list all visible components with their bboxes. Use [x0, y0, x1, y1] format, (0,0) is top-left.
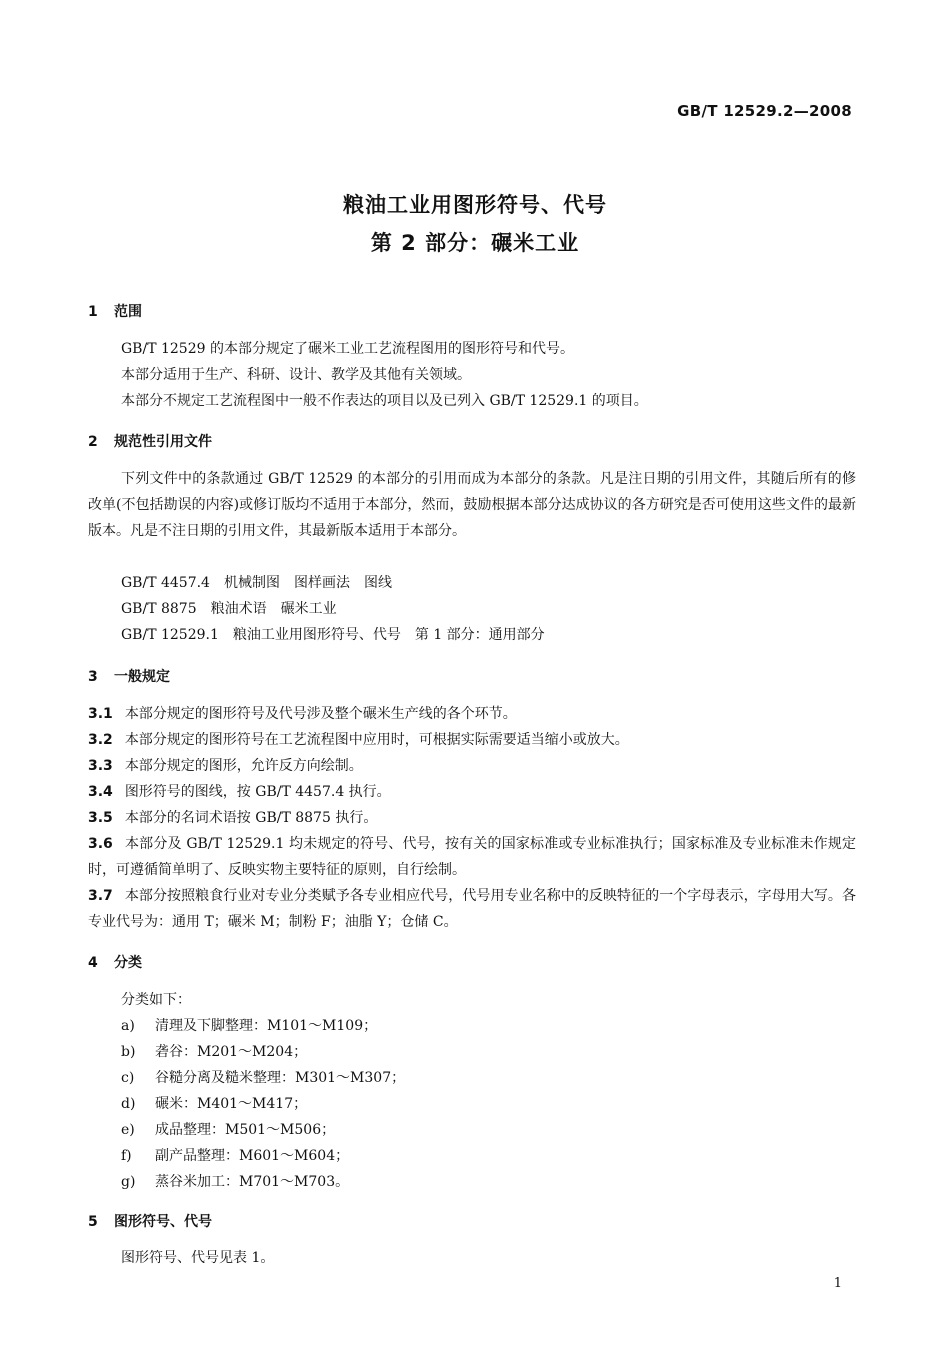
- list-marker: e): [121, 1122, 135, 1138]
- section-title: 图形符号、代号: [114, 1214, 212, 1230]
- clause-number: 3.2: [88, 732, 113, 748]
- page-number: 1: [833, 1276, 842, 1291]
- clause-text: 本部分及 GB/T 12529.1 均未规定的符号、代号，按有关的国家标准或专业标准执行；国家标准及专业标准未作规定时，可遵循简单明了、反映实物主要特征的原则，自行绘制。: [88, 836, 856, 878]
- list-marker: c): [121, 1070, 135, 1086]
- clause-text: 图形符号的图线，按 GB/T 4457.4 执行。: [124, 784, 391, 800]
- section-number: 4: [88, 955, 98, 971]
- list-item-text: 清理及下脚整理：M101～M109；: [155, 1018, 378, 1034]
- section-heading-graphical-symbols: [88, 1211, 212, 1231]
- document-subtitle: 第 2 部分：碾米工业: [370, 231, 580, 255]
- section-title: 范围: [114, 304, 142, 320]
- clause: [88, 727, 856, 753]
- clause-text: 本部分规定的图形，允许反方向绘制。: [124, 758, 363, 774]
- section-number: 5: [88, 1214, 98, 1230]
- clause-number: 3.4: [88, 784, 113, 800]
- clause-number: 3.3: [88, 758, 113, 774]
- clause: [88, 805, 856, 831]
- clause-text: 本部分规定的图形符号在工艺流程图中应用时，可根据实际需要适当缩小或放大。: [124, 732, 629, 748]
- section-number: 1: [88, 304, 98, 320]
- list-item-text: 谷糙分离及糙米整理：M301～M307；: [155, 1070, 406, 1086]
- list-item: [121, 1169, 349, 1195]
- list-marker: g): [121, 1174, 136, 1190]
- clause-text: 本部分的名词术语按 GB/T 8875 执行。: [124, 810, 378, 826]
- clause: [88, 779, 856, 805]
- section-number: 3: [88, 669, 98, 685]
- section-heading-normative-references: [88, 431, 212, 451]
- clause-text: 本部分规定的图形符号及代号涉及整个碾米生产线的各个环节。: [124, 706, 517, 722]
- reference-item: GB/T 12529.1 粮油工业用图形符号、代号 第 1 部分：通用部分: [121, 627, 545, 643]
- document-title: 粮油工业用图形符号、代号: [343, 193, 607, 217]
- list-item: [121, 1143, 349, 1169]
- section-heading-scope: [88, 301, 142, 321]
- list-item: [121, 1013, 377, 1039]
- paragraph: 本部分适用于生产、科研、设计、教学及其他有关领域。: [121, 367, 471, 383]
- section-heading-classification: [88, 952, 142, 972]
- section-title: 分类: [114, 955, 142, 971]
- list-item: [121, 1117, 335, 1143]
- reference-item: GB/T 4457.4 机械制图 图样画法 图线: [121, 575, 392, 591]
- section-title: 一般规定: [114, 669, 170, 685]
- clause-text: 本部分按照粮食行业对专业分类赋予各专业相应代号，代号用专业名称中的反映特征的一个字母表示，字母用大写。各专业代号为：通用 T；碾米 M；制粉 F；油脂 Y；仓储 C。: [88, 888, 856, 930]
- list-item-text: 碾米：M401～M417；: [155, 1096, 308, 1112]
- clause: [88, 701, 856, 727]
- list-item-text: 砻谷：M201～M204；: [155, 1044, 308, 1060]
- paragraph: 下列文件中的条款通过 GB/T 12529 的本部分的引用而成为本部分的条款。凡是注日期的引用文件，其随后所有的修改单(不包括勘误的内容)或修订版均不适用于本部分，然而，鼓励根据本部分达成协议的各方研究是否可使用这些文件的最新版本。凡是不注日期的引用文件，其最新版本适用于本部分。: [88, 471, 856, 539]
- list-item-text: 副产品整理：M601～M604；: [155, 1148, 350, 1164]
- list-marker: a): [121, 1018, 135, 1034]
- clause-number: 3.5: [88, 810, 113, 826]
- standard-code: GB/T 12529.2—2008: [677, 102, 852, 120]
- list-marker: f): [121, 1148, 132, 1164]
- list-item: [121, 1091, 307, 1117]
- list-marker: d): [121, 1096, 136, 1112]
- clause-number: 3.6: [88, 836, 113, 852]
- list-item-text: 蒸谷米加工：M701～M703。: [155, 1174, 350, 1190]
- paragraph: 本部分不规定工艺流程图中一般不作表达的项目以及已列入 GB/T 12529.1 的项目。: [121, 393, 648, 409]
- clause-number: 3.7: [88, 888, 113, 904]
- paragraph: GB/T 12529 的本部分规定了碾米工业工艺流程图用的图形符号和代号。: [121, 341, 574, 357]
- clause: [88, 831, 856, 883]
- list-item: [121, 1065, 405, 1091]
- list-item: [121, 1039, 307, 1065]
- section-number: 2: [88, 434, 98, 450]
- reference-item: GB/T 8875 粮油术语 碾米工业: [121, 601, 337, 617]
- section-title: 规范性引用文件: [114, 434, 212, 450]
- section-heading-general-provisions: [88, 666, 170, 686]
- list-item-text: 成品整理：M501～M506；: [155, 1122, 336, 1138]
- paragraph: 分类如下：: [121, 992, 191, 1008]
- paragraph: 图形符号、代号见表 1。: [121, 1250, 275, 1266]
- clause-number: 3.1: [88, 706, 113, 722]
- list-marker: b): [121, 1044, 136, 1060]
- clause: [88, 753, 856, 779]
- clause: [88, 883, 856, 935]
